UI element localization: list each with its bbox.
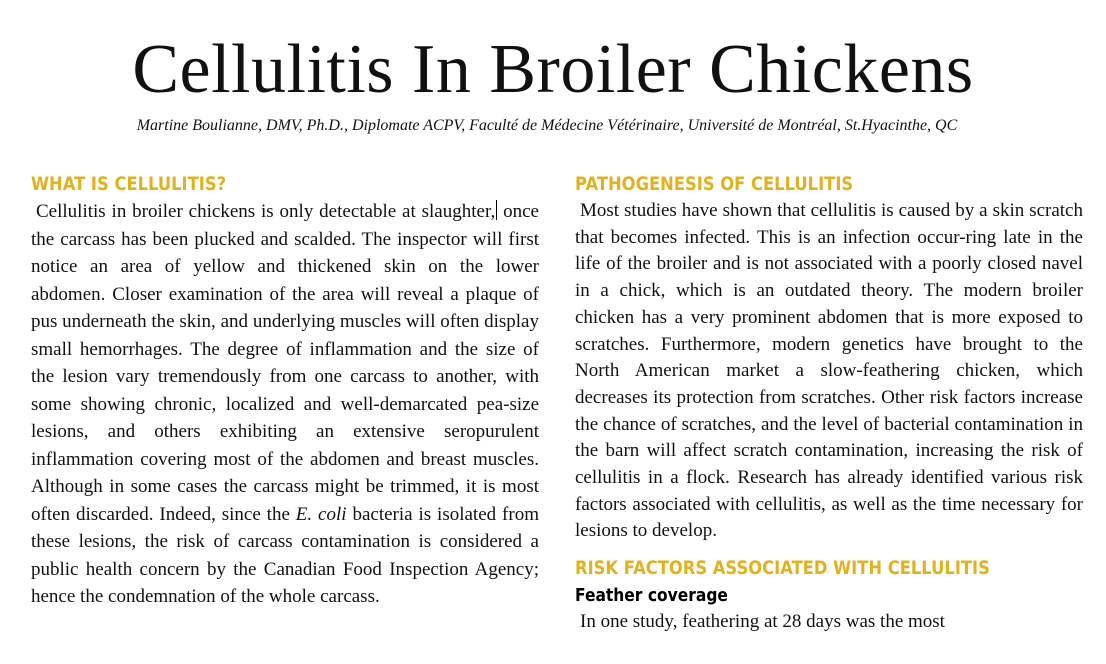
pathogenesis-paragraph[interactable]: Most studies have shown that cellulitis is caused by a skin scratch that becomes infected. This is an infection occur-ring late in the life of the broiler and is not associated with a poorly closed navel in a chick, which is an outdated theory. The modern broiler chicken has a very prominent abdomen that is more exposed to scratches. Furthermore, modern genetics have brought to the North American market a slow-feathering chicken, which decreases its protection from scratches. Other risk factors increase the chance of scratches, and the level of bacterial contamination in the barn will affect scratch contamination, increasing the risk of cellulitis in a flock. Research has already identified various risk factors associated with cellulitis, as well as the time necessary for lesions to develop. bbox=[575, 200, 1083, 542]
paragraph-text-part1: Cellulitis in broiler chickens is only detectable at slaughter, bbox=[36, 201, 496, 222]
subheading-feather-coverage: Feather coverage bbox=[575, 585, 728, 607]
section-heading-what-is-cellulitis: WHAT IS CELLULITIS? bbox=[31, 173, 227, 195]
paragraph-text-part2: once the carcass has been plucked and scalded. The inspector will first notice an area of yellow and thickened skin on the lower abdomen. Closer examination of the area will reveal a plaque of pus underneath the skin, and underlying muscles will often display small hemorrhages. The degree of inflammation and the size of the lesion vary tremendously from one carcass to another, with some showing chronic, localized and well-demarcated pea-size lesions, and others exhibiting an extensive seropurulent inflammation covering most of the abdomen and breast muscles. Although in some cases the carcass might be trimmed, it is most often discarded. Indeed, since the bbox=[31, 201, 539, 525]
feather-coverage-paragraph[interactable]: In one study, feathering at 28 days was the most bbox=[580, 611, 945, 633]
article-byline: Martine Boulianne, DMV, Ph.D., Diplomate ACPV, Faculté de Médecine Vétérinaire, Université de Montréal, St.Hyacinthe, QC bbox=[136, 117, 958, 134]
right-column bbox=[575, 170, 1083, 636]
section-heading-risk-factors: RISK FACTORS ASSOCIATED WITH CELLULITIS bbox=[575, 557, 990, 580]
what-is-cellulitis-paragraph[interactable] bbox=[31, 198, 539, 611]
section-heading-pathogenesis: PATHOGENESIS OF CELLULITIS bbox=[575, 173, 854, 195]
left-column bbox=[31, 170, 539, 611]
article-title: Cellulitis In Broiler Chickens bbox=[132, 31, 974, 108]
paragraph-text-part3: bacteria is isolated from these lesions, the risk of carcass contamination is considered a public health concern by the Canadian Food Inspection Agency; hence the condemnation of the whole carcass. bbox=[31, 503, 539, 607]
paragraph-italic-species: E. coli bbox=[295, 503, 347, 525]
